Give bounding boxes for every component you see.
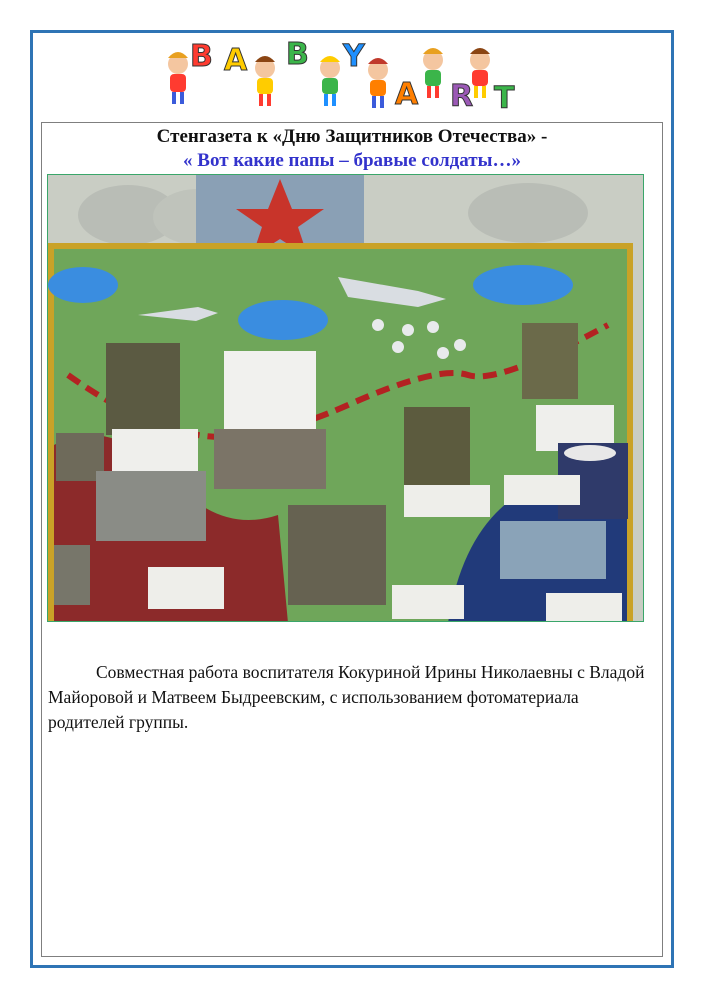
soldier-photo: [54, 545, 90, 605]
baby-art-logo: [150, 34, 530, 112]
logo-letter: A: [395, 77, 419, 112]
caption-paragraph: Совместная работа воспитателя Кокуриной Ирины Николаевны с Владой Майоровой и Матвеем Быдреевским, с использованием фотоматериала родителей группы.: [48, 662, 645, 732]
group-photo: [288, 505, 386, 605]
poem-card: [404, 485, 490, 517]
soldiers-photo: [522, 323, 578, 399]
soldier-photo: [106, 343, 180, 435]
poem-card: [392, 585, 464, 619]
missile-photo: [214, 429, 326, 489]
poem-card: [504, 475, 580, 505]
soldier-photo: [404, 407, 470, 485]
poem-card: [148, 567, 224, 609]
tank-photo: [96, 471, 206, 541]
logo-letter: B: [286, 37, 309, 72]
logo-letter: R: [450, 79, 474, 112]
wall-newspaper-photo: [47, 174, 644, 622]
page-subtitle: « Вот какие папы – бравые солдаты…»: [183, 150, 521, 171]
logo-letter: Y: [343, 39, 365, 74]
poem-card: [112, 429, 198, 473]
kids-illustration: [168, 48, 490, 108]
logo-letter: T: [494, 81, 515, 112]
page-title: Стенгазета к «Дню Защитников Отечества» -: [156, 126, 548, 147]
logo-letter: A: [224, 43, 248, 78]
logo-letter: B: [190, 39, 213, 74]
submarine-photo: [500, 521, 606, 579]
poem-card: [546, 593, 622, 622]
